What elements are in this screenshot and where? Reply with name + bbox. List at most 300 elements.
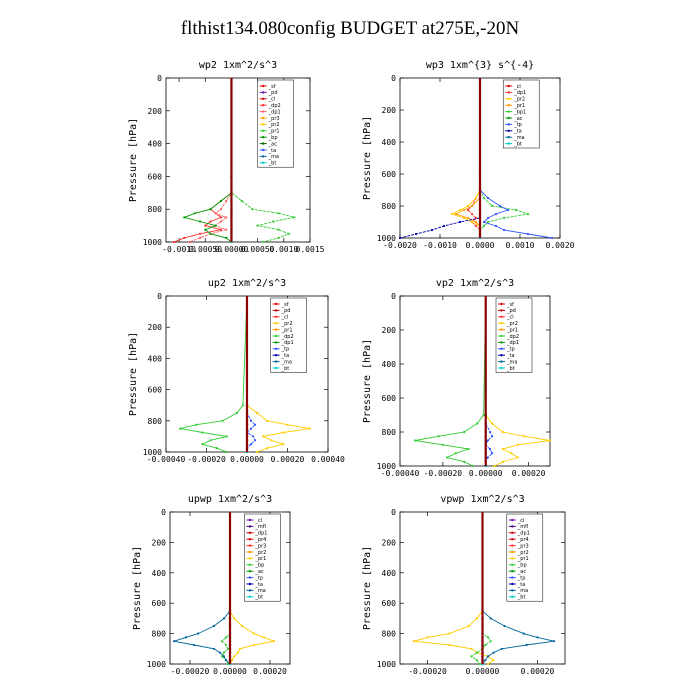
legend-entry: _bt — [281, 365, 290, 372]
data-point — [463, 431, 465, 433]
legend-entry: _pr2 — [514, 96, 526, 103]
series-line-dp2 — [180, 296, 247, 452]
legend-entry: _pd — [281, 308, 291, 315]
data-point — [220, 220, 222, 222]
data-point — [553, 640, 555, 642]
legend-entry: _pr2 — [268, 122, 280, 129]
data-point — [233, 617, 235, 619]
legend-entry: _cl — [517, 517, 525, 524]
legend-entry: _ac — [255, 569, 264, 575]
x-tick-label: 0.00040 — [311, 455, 345, 464]
data-point — [459, 209, 461, 211]
data-point — [199, 237, 201, 239]
data-point — [495, 225, 497, 227]
data-point — [199, 220, 201, 222]
data-point — [239, 648, 241, 650]
data-point — [221, 640, 223, 642]
data-point — [237, 652, 239, 654]
data-point — [501, 648, 503, 650]
y-tick-label: 0 — [391, 74, 396, 83]
data-point — [517, 444, 519, 446]
data-point — [226, 451, 228, 453]
data-point — [223, 617, 225, 619]
legend-marker — [249, 583, 251, 585]
legend-entry: _dp2 — [507, 333, 520, 340]
data-point — [490, 617, 492, 619]
data-point — [455, 213, 457, 215]
legend-entry: _pd — [507, 308, 516, 315]
data-point — [193, 644, 195, 646]
x-tick-label: -0.00040 — [380, 469, 420, 478]
data-point — [467, 209, 469, 211]
legend-entry: _dp1 — [507, 340, 520, 347]
y-tick-label: 600 — [147, 172, 162, 182]
series-line-bp — [472, 512, 491, 664]
data-point — [448, 633, 450, 635]
data-point — [262, 241, 264, 243]
data-point — [483, 197, 485, 199]
legend-entry: _ma — [281, 359, 293, 366]
legend-marker — [508, 110, 510, 112]
legend-marker — [275, 316, 277, 318]
data-point — [225, 659, 227, 661]
legend-entry: _pr1 — [514, 103, 526, 109]
data-point — [475, 197, 477, 199]
legend-marker — [262, 85, 264, 87]
data-point — [471, 205, 473, 207]
data-point — [426, 636, 428, 638]
data-point — [463, 461, 465, 463]
data-point — [491, 205, 493, 207]
data-point — [476, 652, 478, 654]
legend-marker — [262, 142, 264, 144]
legend-marker — [508, 104, 510, 106]
legend-marker — [275, 341, 277, 343]
data-point — [431, 229, 433, 231]
legend-entry: _tp — [507, 346, 515, 353]
x-tick-label: -0.00020 — [408, 667, 447, 676]
y-tick-label: 1000 — [376, 660, 396, 669]
data-point — [491, 435, 493, 437]
legend-entry: _pr1 — [255, 556, 267, 563]
y-tick-label: 400 — [381, 360, 396, 369]
data-point — [183, 216, 185, 218]
chart-panel-6 — [362, 494, 565, 676]
data-point — [415, 233, 417, 235]
legend-entry: _cl — [514, 83, 521, 90]
data-point — [225, 216, 227, 218]
data-point — [525, 644, 527, 646]
legend-marker — [275, 309, 277, 311]
data-point — [471, 221, 473, 223]
legend-entry: _sf — [281, 301, 289, 308]
data-point — [288, 233, 290, 235]
y-axis-label: Pressure [hPa] — [132, 545, 143, 631]
legend-entry: _bt — [514, 141, 522, 148]
data-point — [266, 447, 268, 449]
data-point — [536, 636, 538, 638]
data-point — [470, 648, 472, 650]
data-point — [523, 633, 525, 635]
legend-marker — [511, 544, 513, 546]
legend-marker — [262, 91, 264, 93]
series-line-dp2 — [415, 296, 486, 466]
data-point — [437, 435, 439, 437]
legend-entry: _pr1 — [281, 327, 293, 334]
data-point — [487, 439, 489, 441]
data-point — [242, 404, 244, 406]
series-line-dp2 — [174, 78, 232, 242]
legend-entry: _ma — [507, 359, 518, 366]
data-point — [487, 636, 489, 638]
series-line-pr1 — [456, 78, 480, 238]
legend-marker — [275, 354, 277, 356]
data-point — [209, 208, 211, 210]
data-point — [455, 452, 457, 454]
chart-panel-4 — [362, 278, 551, 478]
data-point — [442, 444, 444, 446]
x-tick-label: 0.00020 — [253, 667, 287, 676]
x-tick-label: 0.0010 — [269, 245, 299, 254]
data-point — [503, 625, 505, 627]
series-line-dp1 — [468, 78, 480, 238]
y-tick-label: 800 — [151, 629, 166, 639]
data-point — [399, 237, 401, 239]
legend-marker — [508, 142, 510, 144]
legend-marker — [249, 557, 251, 559]
data-point — [262, 435, 264, 437]
x-tick-label: 0.00000 — [230, 455, 264, 464]
data-point — [209, 220, 211, 222]
x-tick-label: -0.0010 — [162, 245, 196, 254]
chart-title: vp2 1xm^2/s^3 — [435, 278, 515, 289]
chart-panel-5 — [132, 494, 290, 676]
data-point — [463, 209, 465, 211]
data-point — [446, 456, 448, 458]
legend-marker — [500, 367, 502, 369]
data-point — [502, 431, 504, 433]
legend-marker — [511, 532, 513, 534]
y-tick-label: 600 — [381, 170, 396, 179]
legend-marker — [275, 367, 277, 369]
legend-marker — [249, 564, 251, 566]
legend-marker — [500, 354, 502, 356]
legend-marker — [249, 551, 251, 553]
data-point — [254, 424, 256, 426]
y-tick-label: 800 — [147, 416, 162, 426]
y-tick-label: 600 — [381, 394, 396, 403]
legend-marker — [500, 335, 502, 337]
legend-marker — [249, 525, 251, 527]
data-point — [472, 465, 474, 467]
data-point — [209, 233, 211, 235]
legend-marker — [275, 328, 277, 330]
y-tick-label: 1000 — [142, 238, 162, 247]
data-point — [201, 431, 203, 433]
chart-panel-1 — [128, 60, 325, 254]
legend-marker — [508, 117, 510, 119]
data-point — [487, 663, 489, 665]
data-point — [179, 428, 181, 430]
data-point — [223, 655, 225, 657]
data-point — [492, 659, 494, 661]
y-tick-label: 600 — [151, 599, 166, 609]
legend-marker — [249, 570, 251, 572]
legend-marker — [500, 316, 502, 318]
y-tick-label: 200 — [147, 106, 162, 116]
x-tick-label: -0.0020 — [383, 241, 417, 250]
data-point — [231, 659, 233, 661]
chart-panel-3 — [128, 278, 345, 464]
legend-entry: _sf — [507, 301, 514, 308]
legend-marker — [262, 123, 264, 125]
data-point — [277, 212, 279, 214]
chart-title: up2 1xm^2/s^3 — [207, 278, 287, 289]
legend-marker — [508, 98, 510, 100]
legend-marker — [508, 136, 510, 138]
data-point — [475, 225, 477, 227]
legend-entry: _dp2 — [281, 333, 294, 340]
data-point — [209, 439, 211, 441]
x-tick-label: -0.00020 — [187, 455, 226, 464]
y-tick-label: 0 — [391, 508, 396, 517]
data-point — [201, 443, 203, 445]
legend-entry: _pr1 — [517, 556, 529, 563]
legend-marker — [508, 123, 510, 125]
data-point — [487, 197, 489, 199]
data-point — [517, 456, 519, 458]
legend-entry: _bt — [255, 594, 264, 601]
legend-marker — [262, 104, 264, 106]
data-point — [479, 663, 481, 665]
y-tick-label: 1000 — [376, 462, 396, 471]
legend-marker — [275, 360, 277, 362]
legend-entry: _bp — [268, 135, 278, 141]
x-tick-label: -0.00040 — [146, 455, 186, 464]
data-point — [215, 225, 217, 227]
series-line-bp — [222, 512, 230, 664]
data-point — [185, 636, 187, 638]
y-tick-label: 800 — [381, 202, 396, 211]
legend-entry: _ta — [255, 581, 263, 588]
data-point — [225, 229, 227, 231]
data-point — [233, 655, 235, 657]
y-tick-label: 800 — [381, 428, 396, 437]
legend-entry: _pd — [268, 90, 278, 97]
data-point — [475, 221, 477, 223]
legend-marker — [500, 303, 502, 305]
data-point — [241, 625, 243, 627]
data-point — [216, 447, 218, 449]
series-line-bp — [184, 78, 231, 242]
legend-marker — [249, 538, 251, 540]
data-point — [263, 636, 265, 638]
data-point — [256, 451, 258, 453]
legend-marker — [262, 98, 264, 100]
data-point — [199, 233, 201, 235]
data-point — [236, 412, 238, 414]
legend-entry: _sf — [268, 83, 276, 90]
chart-title: upwp 1xm^2/s^3 — [187, 494, 273, 505]
data-point — [241, 200, 243, 202]
y-tick-label: 800 — [381, 629, 396, 639]
legend-marker — [275, 335, 277, 337]
legend-marker — [500, 309, 502, 311]
data-point — [489, 431, 491, 433]
y-tick-label: 400 — [381, 138, 396, 147]
data-point — [493, 465, 495, 467]
data-point — [173, 640, 175, 642]
legend-entry: _cl — [507, 314, 514, 321]
data-point — [226, 435, 228, 437]
data-point — [448, 644, 450, 646]
y-tick-label: 200 — [147, 323, 162, 333]
legend-marker — [262, 117, 264, 119]
data-point — [213, 625, 215, 627]
legend-marker — [262, 162, 264, 164]
legend-entry: _cl — [268, 96, 276, 103]
y-tick-label: 400 — [151, 568, 166, 578]
y-axis-label: Pressure [hPa] — [362, 545, 373, 631]
legend-entry: _pr1 — [507, 327, 518, 334]
data-point — [451, 213, 453, 215]
y-tick-label: 0 — [161, 508, 166, 517]
legend-entry: _pr2 — [517, 549, 529, 556]
legend-entry: _ma — [517, 588, 529, 595]
page-title: flthist134.080config BUDGET at275E,-20N — [180, 18, 520, 39]
legend-marker — [249, 544, 251, 546]
legend-entry: _tp — [514, 122, 522, 129]
data-point — [273, 640, 275, 642]
x-tick-label: 0.0020 — [545, 241, 575, 250]
legend-entry: _ma — [255, 588, 266, 595]
data-point — [222, 420, 224, 422]
legend-marker — [275, 303, 277, 305]
legend-entry: _ac — [268, 141, 278, 148]
legend-entry: _ma — [268, 154, 280, 161]
y-axis-label: Pressure [hPa] — [362, 338, 373, 424]
data-point — [194, 212, 196, 214]
data-point — [502, 461, 504, 463]
data-point — [515, 209, 517, 211]
data-point — [443, 225, 445, 227]
data-point — [250, 420, 252, 422]
data-point — [489, 448, 491, 450]
legend-marker — [275, 322, 277, 324]
data-point — [197, 633, 199, 635]
legend-marker — [262, 149, 264, 151]
legend-marker — [511, 557, 513, 559]
x-tick-label: 0.00000 — [213, 667, 247, 676]
legend-entry: _bp1 — [514, 109, 527, 116]
data-point — [257, 225, 259, 227]
legend-marker — [500, 348, 502, 350]
x-tick-label: 0.00000 — [465, 667, 500, 676]
legend-entry: _ac — [517, 569, 527, 575]
data-point — [219, 652, 221, 654]
legend-marker — [262, 136, 264, 138]
legend-marker — [511, 538, 513, 540]
data-point — [204, 229, 206, 231]
y-tick-label: 600 — [381, 599, 396, 609]
y-tick-label: 400 — [147, 354, 162, 364]
data-point — [491, 422, 493, 424]
data-point — [476, 617, 478, 619]
data-point — [491, 452, 493, 454]
series-line-ta — [400, 78, 480, 238]
legend-marker — [262, 110, 264, 112]
legend-entry: _dp1 — [255, 530, 268, 537]
data-point — [256, 412, 258, 414]
data-point — [527, 213, 529, 215]
data-point — [487, 456, 489, 458]
data-point — [487, 217, 489, 219]
data-point — [487, 655, 489, 657]
data-point — [484, 644, 486, 646]
legend-marker — [511, 525, 513, 527]
legend-entry: _ta — [514, 128, 522, 135]
data-point — [507, 209, 509, 211]
data-point — [467, 448, 469, 450]
legend-entry: _ma — [514, 135, 525, 141]
y-axis-label: Pressure [hPa] — [128, 331, 139, 417]
legend-marker — [511, 596, 513, 598]
legend-entry: _pr4 — [255, 537, 267, 543]
x-tick-label: 0.00020 — [511, 469, 546, 478]
legend-marker — [511, 564, 513, 566]
legend-marker — [508, 91, 510, 93]
legend-marker — [508, 130, 510, 132]
data-point — [183, 237, 185, 239]
legend-marker — [511, 570, 513, 572]
data-point — [413, 640, 415, 642]
legend-marker — [511, 519, 513, 521]
y-tick-label: 1000 — [142, 448, 162, 457]
data-point — [309, 428, 311, 430]
data-point — [251, 208, 253, 210]
chart-title: wp3 1xm^{3} s^{-4} — [425, 60, 535, 71]
data-point — [215, 212, 217, 214]
x-tick-label: 0.0000 — [465, 241, 495, 250]
data-point — [254, 439, 256, 441]
legend-entry: _dp1 — [268, 109, 281, 116]
y-axis-label: Pressure [hPa] — [128, 117, 139, 203]
data-point — [266, 420, 268, 422]
data-point — [495, 213, 497, 215]
legend-marker — [511, 583, 513, 585]
x-tick-label: 0.00050 — [188, 245, 223, 254]
data-point — [195, 424, 197, 426]
data-point — [253, 644, 255, 646]
data-point — [220, 200, 222, 202]
data-point — [293, 216, 295, 218]
legend-marker — [500, 341, 502, 343]
legend-marker — [500, 322, 502, 324]
data-point — [414, 439, 416, 441]
legend-entry: _pr3 — [255, 543, 267, 550]
y-tick-label: 0 — [391, 292, 396, 301]
data-point — [220, 208, 222, 210]
legend-marker — [500, 360, 502, 362]
legend-entry: _cl — [255, 517, 263, 524]
legend-entry: _ta — [517, 581, 526, 588]
data-point — [484, 659, 486, 661]
data-point — [188, 241, 190, 243]
legend-entry: _mfl — [255, 524, 266, 531]
data-point — [499, 205, 501, 207]
data-point — [459, 221, 461, 223]
data-point — [490, 640, 492, 642]
